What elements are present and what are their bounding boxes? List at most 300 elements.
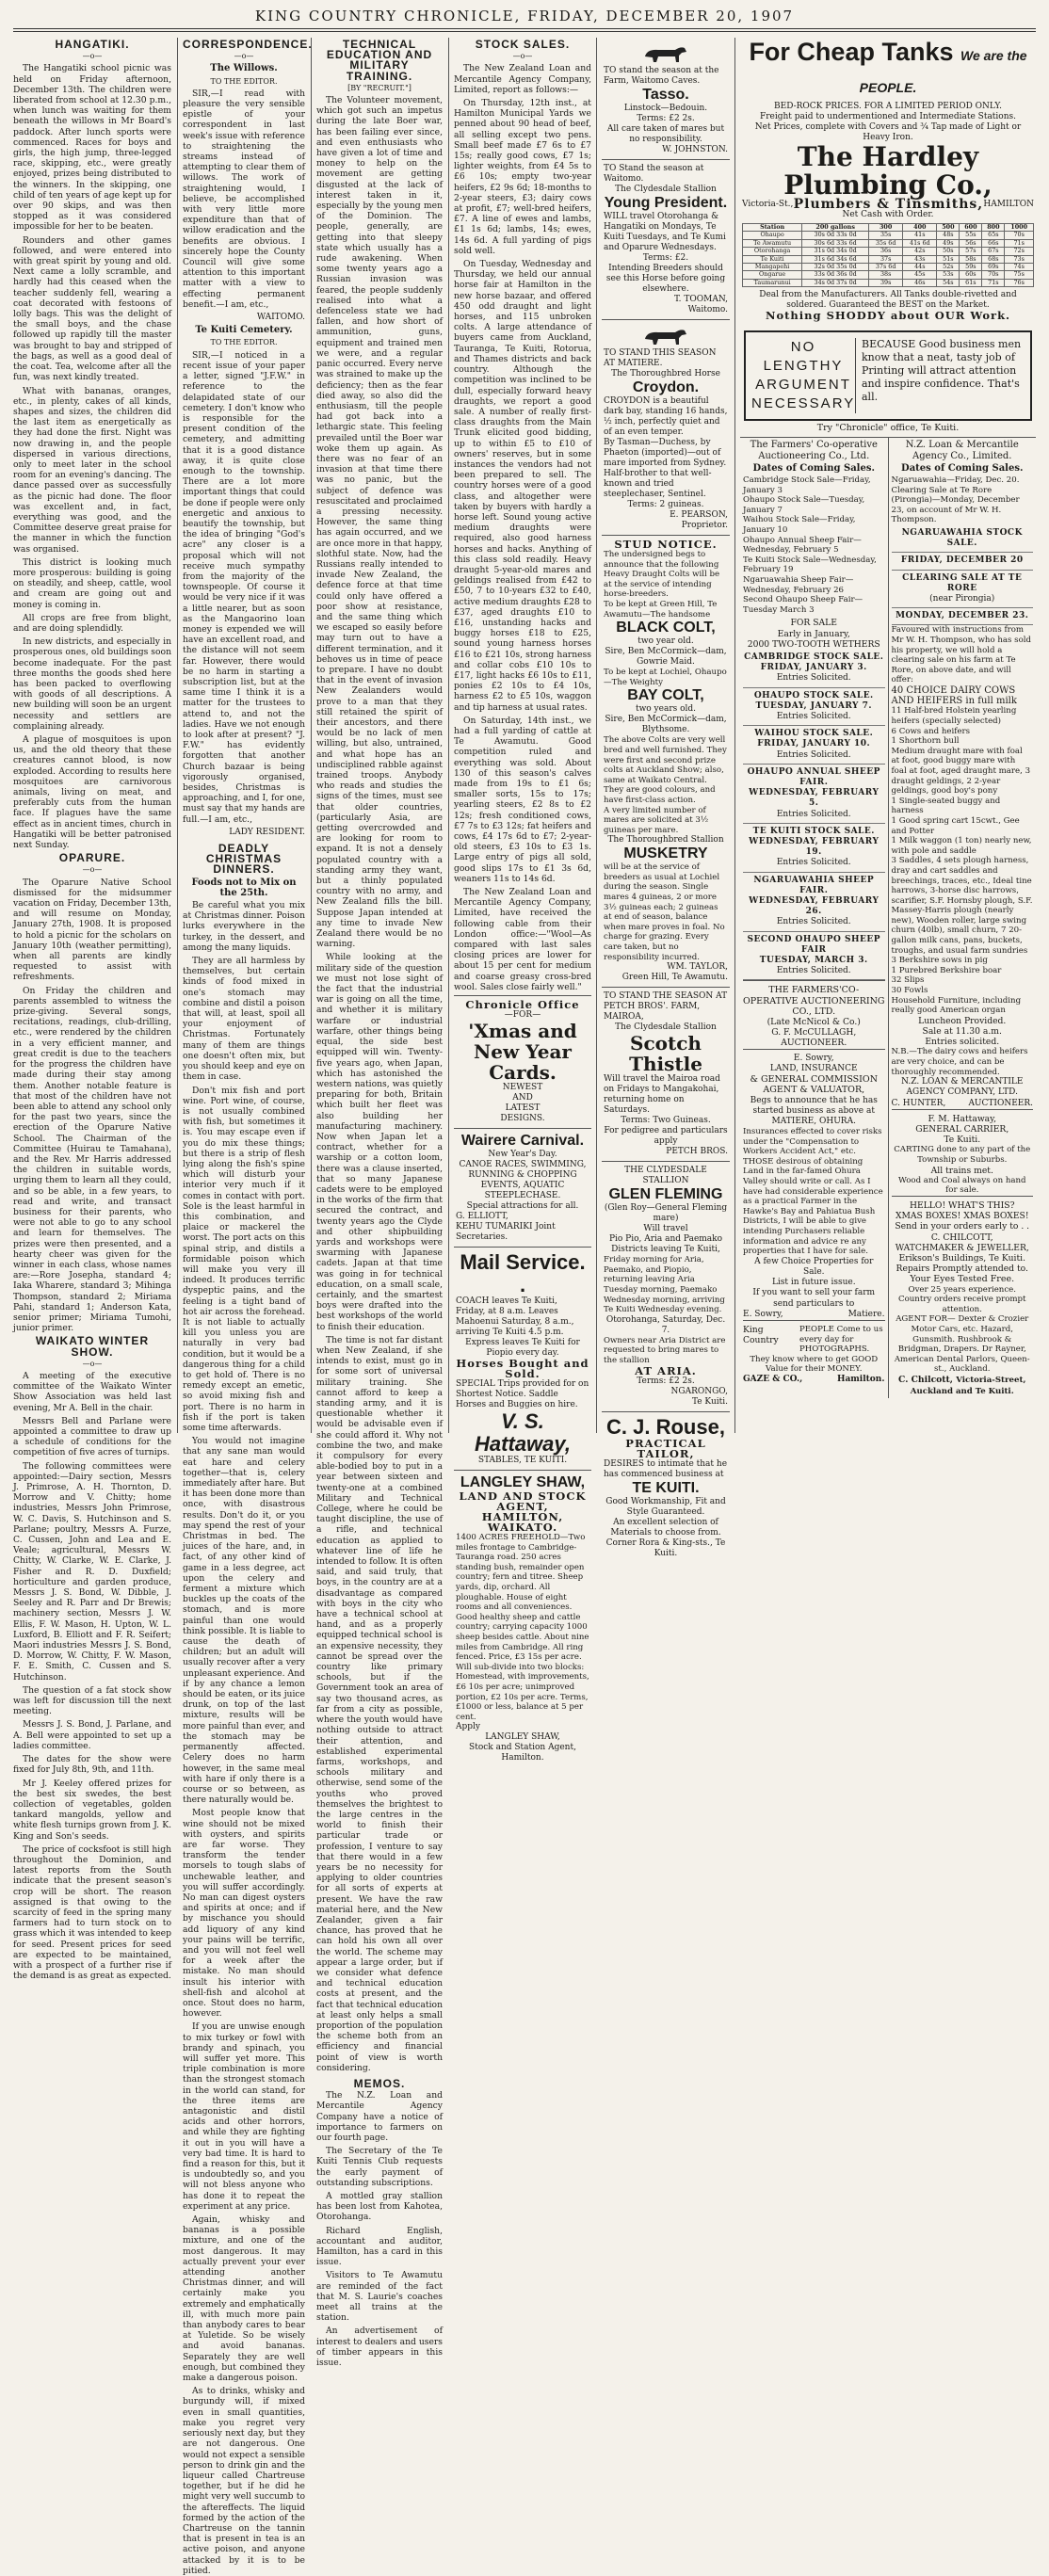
ad-text: Terms: 2 guineas.	[627, 500, 704, 509]
table-cell: Mangapehi	[743, 264, 802, 271]
table-cell: 38s	[869, 271, 903, 279]
letter-signature: LADY RESIDENT.	[229, 827, 305, 837]
ad-text: TO STAND THE SEASON AT PETCH BROS'. FARM, MAIROA,	[604, 991, 728, 1022]
table-header-cell: 300	[869, 224, 903, 232]
column-1	[13, 38, 171, 1982]
table-header-cell: 500	[937, 224, 960, 232]
ad-croydon	[602, 319, 730, 535]
ad-sign: PETCH BROS.	[666, 1147, 728, 1157]
ad-text: A few Choice Properties for Sale.	[754, 1256, 874, 1278]
sale-entry	[743, 650, 885, 688]
sale-date: WEDNESDAY, FEBRUARY 5.	[749, 788, 880, 809]
sale-date: FRIDAY, JANUARY 10.	[757, 739, 871, 749]
article-paragraph: On Tuesday, Wednesday and Thursday, we held our annual horse fair at Hamilton in the new horse bazaar, and offered 450 odd draught and light horses, and 115 unbroken colts. A large attendance of buyers came from Auckland, Tauranga, Te Kuiti, Rotorua, and Thames districts and back country. Although the competition was inclined to be dull, especially forward heavy draughts, we report a good sale. A number of really first-class draughts from the Main Trunk elicited good bidding, up to within £5 to £10 of owners' reserves, but in some instances the vendors had not been prepared to sell. The country horses were of a good class, and altogether were taken by buyers with hardly a horse left. Sound young active medium draughts were required, also good harness horses and hacks. Anything of this class sold readily. Heavy draught 5-year-old mares and geldings realised from £42 to £50, 7 to 10-years £32 to £40, active medium draughts £28 to £37, aged draughts £10 to £16, unstanding hacks and buggy horses £18 to £25, sound young harness horses £16 to £21 10s, strong harness and collar cobs £10 10s to £17, light hacks £6 10s to £11, ponies £2 10s to £4 10s, harness £2 to £5 10s, waggon and tip harness at usual rates.	[454, 259, 591, 713]
sale-note: Entries Solicited.	[776, 749, 851, 760]
lot-item: 1 Purebred Berkshire boar	[891, 965, 1002, 975]
article-paragraph: A meeting of the executive committee of the Waikato Winter Show Association was held last evening, Mr A. Bell in the chair.	[13, 1370, 171, 1413]
article-paragraph: In new districts, and especially in prosperous ones, old buildings soon become inadequate. For the past three months the goods shed here has been packed to overflowing with goods of all descriptions. A new building will soon be an urgent necessity and settlers are complaining already.	[13, 636, 171, 732]
ad-text: Pio Pio, Aria and Paemako Districts leaving Te Kuiti,	[608, 1234, 723, 1255]
table-cell: Taumarunui	[743, 279, 802, 286]
nz-loan-panel	[889, 438, 1037, 1398]
table-cell: 30s 0d 33s 0d	[802, 232, 869, 239]
ad-text: To be kept at Lochiel, Ohaupo—The Weighty	[604, 668, 727, 687]
ad-name: LANGLEY SHAW,	[460, 1474, 586, 1491]
ad-text: N.Z. LOAN & MERCANTILE AGENCY COMPANY, LTD.	[901, 1077, 1024, 1098]
article-paragraph: The New Zealand Loan and Mercantile Agency Company, Limited, report as follows:—	[454, 63, 591, 95]
horse-icon	[637, 326, 694, 346]
article-paragraph: The New Zealand Loan and Mercantile Agency Company, Limited, have received the following cable from their London office:—"Wool—As compared with last sales closing prices are lower for about 15 per cent for medium and coarse greasy cross-bred wool. Sales close fairly well."	[454, 887, 591, 992]
ad-text: 2000 TWO-TOOTH WETHERS	[747, 638, 880, 650]
sale-date-item: Ngaruawahia Sheep Fair—Wednesday, February 26	[743, 575, 854, 595]
ad-text: All care taken of mares but no responsibility.	[606, 124, 725, 144]
ad-text: Will travel	[643, 1224, 688, 1234]
table-cell: 44s	[903, 264, 937, 271]
table-cell: Ohaupo	[743, 232, 802, 239]
ad-sign: Waitomo.	[687, 305, 728, 314]
letter-to: TO THE EDITOR.	[210, 338, 278, 347]
article-paragraph: The question of a fat stock show was left for discussion till the next meeting.	[13, 1684, 171, 1717]
lot-item: 1 Milk waggon (1 ton) nearly new, with pole and saddle	[891, 836, 1032, 856]
table-cell: 57s	[960, 248, 982, 255]
lot-item: 1 Shorthorn bull	[891, 736, 960, 747]
ad-headline: Mail Service. .	[460, 1250, 586, 1297]
section-title: HANGATIKI.	[55, 38, 130, 51]
article-paragraph: The dates for the show were fixed for July 8th, 9th, and 11th.	[13, 1754, 171, 1776]
ad-text: TO stand the season at the Farm, Waitomo Caves.	[604, 66, 719, 86]
table-cell: 30s 6d 33s 6d	[802, 239, 869, 247]
ad-text: Owners near Aria District are requested to bring mares to the stallion	[604, 1335, 726, 1365]
table-cell: 35s 6d	[869, 239, 903, 247]
section-title: OPARURE.	[58, 851, 126, 865]
sale-title: CAMBRIDGE STOCK SALE.	[744, 652, 884, 662]
ad-text: Your Eyes Tested Free.	[910, 1274, 1015, 1285]
ad-text: Linstock—Bedouin.	[623, 104, 708, 113]
ad-text: Intending Breeders should see this Horse before going elsewhere.	[605, 264, 726, 294]
ad-text: Net Cash with Order.	[842, 210, 934, 219]
letter-title: Te Kuiti Cemetery.	[195, 325, 293, 336]
table-cell: 71s	[1005, 239, 1034, 247]
article-paragraph: The price of cocksfoot is still high throughout the Dominion, and latest reports from the South indicate that the present season's crop will be short. The reason assigned is that owing to the scarcity of feed in the spring many farmers had to turn stock on to grass which it was intended to keep for seed. Present prices for seed are expected to be maintained, with a prospect of a further rise if the demand is as great as expected.	[13, 1843, 171, 1982]
ad-text: Freight paid to undermentioned and Intermediate Stations.	[760, 112, 1016, 121]
sale-note: Entries Solicited.	[776, 673, 851, 684]
ad-text: Friday morning for Aria, Paemako, and Piopio, returning leaving Aria Tuesday morning, Paemako Wednesday morning, arriving Te Kuiti Wednesday evening.	[604, 1255, 725, 1315]
ad-name: C. CHILCOTT,	[930, 1232, 993, 1243]
table-cell: 55s	[960, 232, 982, 239]
article-paragraph: All crops are free from blight, and are doing splendidly.	[13, 612, 171, 634]
sale-title: OHAUPO STOCK SALE.	[753, 690, 874, 700]
article-paragraph: Again, whisky and bananas is a possible mixture, and one of the most dangerous. It may actually prevent your ever attending another Christmas dinner, and will certainly make you extremely and emphatically ill, with much more pain than anybody cares to bear at Yuletide. So be wisely and avoid bananas. Separately they are well enough, but combined they make a dangerous poison.	[183, 2214, 305, 2384]
ornament: —o—	[512, 52, 533, 61]
ad-text: will be at the service of breeders as usual at Lochiel during the season. Single mares 4 guineas, 2 or more 3½ guineas each; 2 guineas at end of season, balance when mare proves in foal. No charge for grazing. Every care taken, but no responsibility incurred.	[604, 862, 725, 962]
ad-stud-notice	[602, 535, 730, 987]
ad-sign: Green Hill, Te Awamutu.	[621, 973, 728, 983]
table-cell: Te Kuiti	[743, 255, 802, 263]
ad-rouse	[602, 1411, 730, 1563]
article-paragraph: The following committees were appointed:—Dairy section, Messrs J. Primrose, A. H. Thornton, D. Morrow and V. Chitty; home industries, Messrs John Primrose, W. C. Davis, S. Hutchinson and S. Parlane; poultry, Messrs A. Furze, C. Cussen, John and Lea and E. Veale; agricultural, Messrs W. Chitty, W. Clarke, W. E. Clarke, J. Fisher and R. D. Duxfield; horticulture and garden produce, Messrs J. S. Bond, W. Dibble, J. Seeley and R. Parr and Dr Brewis; machinery section, Messrs J. W. Ellis, F. W. Mason, H. Upton, W. L. Luxford, B. Elliott and F. R. Seifert; Maori industries Messrs J. S. Bond, D. Morrow, W. Chitty, F. W. Mason, F. E. Smith, C. Cussen and S. Hutchinson.	[13, 1460, 171, 1682]
ad-text: AT ARIA.	[635, 1363, 697, 1377]
ad-text: LATEST	[505, 1103, 541, 1114]
article-paragraph: A plague of mosquitoes is upon us, and the old theory that these creatures cannot blood, is now exploded. According to results here mosquitoes are carnivorous animals, living on meat, and preferably cuts from the human face. If plagues have the same effect as in ancient times, church in Hangatiki will be better patronised next Sunday.	[13, 734, 171, 851]
table-cell: 73s	[1005, 255, 1034, 263]
ad-text: Entries solicited.	[925, 1037, 1000, 1048]
sale-entry	[743, 726, 885, 765]
ornament: —o—	[82, 865, 103, 875]
column-2	[183, 38, 313, 2576]
lot-item: Household Furniture, including really good American organ	[891, 995, 1022, 1016]
table-cell: 52s	[937, 264, 960, 271]
ad-gaze	[743, 1320, 885, 1355]
article-paragraph: Most people know that wine should not be mixed with oysters, and spirits are far worse. They transform the tender morsels to tough slabs of unchewable leather, and you will suffer accordingly. No man can digest oysters and spirits at once; and if by mischance you should add liquory of any kind your pains will be terrific, and you will not feel well for a week after the mistake. No man should insult his interior with shell-fish and alcohol at once. Stout does no harm, however.	[183, 1808, 305, 2020]
price-table	[742, 223, 1034, 287]
ad-text: Special attractions for all.	[466, 1201, 579, 1212]
ad-text: NEWEST	[502, 1083, 543, 1093]
byline: [BY "RECRUIT."]	[347, 83, 412, 92]
ad-title: The Farmers' Co-operative Auctioneering Co., Ltd.	[750, 440, 878, 461]
ad-text: Over 25 years experience. Country orders receive prompt attention.	[898, 1284, 1026, 1314]
article-paragraph: The time is not far distant when New Zealand, if she intends to exist, must go in for some sort of universal military training. She cannot afford to keep a standing army, and it is questionable whether it would be advisable even if she could afford it. Why not combine the two, and make it compulsory for every able-bodied boy to put in a year between sixteen and twenty-one at a combined Military and Technical College, where he could be taught discipline, the use of a rifle, and technical education as applied to whatever line of life he intended to follow. It is often said, and said truly, that boys, in the country are at a disadvantage as compared with boys in the city who have a technical school at hand, and as a properly equipped technical school is an expensive necessity, they cannot be spread over the country like primary schools, but if the Government took an area of say two thousand acres, as far from a city as possible, where the youth would have nothing outside to attract their attention, and established experimental farms, workshops, and schools military and otherwise, send some of the youths who proved themselves the brightest to the large centres in the world to finish their particular trade or profession, I venture to say that there would in a few years be no necessity for applying to older countries for all sorts of experts at present. We have the raw material here, and the New Zealander, given a fair chance, has proved that he can hold his own all over the world. The scheme may appear a large order, but if we consider what defence and technical education costs at present, and the fact that technical education at least only helps a small proportion of the population the scheme both from an efficiency and financial point of view is worth considering.	[316, 1334, 443, 2073]
ad-text: AGENT FOR— Dexter & Crozier Motor Cars, etc. Hazard, Gunsmith. Rushbrook & Bridgman, Drapers. Dr Rayner, American Dental Parlors, Queen-st., Auckland.	[894, 1314, 1030, 1375]
ad-text: Plumbers & Tinsmiths,	[793, 197, 984, 212]
ad-text: AND	[512, 1093, 533, 1103]
ad-text: DESIRES to intimate that he has commenced business at	[604, 1458, 728, 1479]
ad-sign: Hamilton.	[836, 1375, 885, 1385]
ad-name: Croydon.	[632, 379, 700, 395]
column-divider	[448, 38, 449, 1433]
table-cell: 70s	[1005, 232, 1034, 239]
article-paragraph: A mottled gray stallion has been lost from Kahotea, Otorohanga.	[316, 2191, 443, 2223]
table-cell: 71s	[982, 279, 1005, 286]
article-paragraph: Rounders and other games followed, and were entered into with great spirit by young and old. Next came a lolly scramble, and hardly had this ceased when the teacher suddenly fell, wearing a coat decorated with festoons of lolly bags. This was the delight of the small boys, and the chase followed up rapidly till the master was brought to bay and stripped of the bags, as well as a good deal of the coat. Tea, welcome after all the fun, was next kindly treated.	[13, 234, 171, 383]
article-paragraph: The N.Z. Loan and Mercantile Agency Company have a notice of importance to farmers on our fourth page.	[316, 2090, 443, 2144]
ad-text: TO Stand the season at Waitomo.	[604, 164, 704, 184]
table-cell: 41s 6d	[903, 239, 937, 247]
sale-title: WAIHOU STOCK SALE.	[754, 729, 874, 739]
table-cell: 31s 6d 34s 6d	[802, 255, 869, 263]
horse-icon	[637, 43, 694, 64]
article-paragraph: The Oparure Native School dismissed for the midsummer vacation on Friday, December 13th, and will resume on Monday, January 27th, 1908. It is proposed to hold a picnic for the scholars on January 10th (weather permitting), when all parents are kindly requested to assist with refreshments.	[13, 877, 171, 983]
article-paragraph: As to drinks, whisky and burgundy will, if mixed even in small quantities, make you regret very seriously next day, but they are not dangerous. One would not expect a sensible person to drink gin and the liqueur called Chartreuse together, but if he did he might very well succumb to the aftereffects. The liquid formed by the action of the Chartreuse on the tannin that is present in tea is an active poison, and anyone attacked by it is to be pitied.	[183, 2386, 305, 2576]
article-paragraph: This district is looking much more prosperous: building is going on steadily, and sheep, cattle, wool and cream are going out and money is coming in.	[13, 556, 171, 610]
table-cell: 36s	[869, 248, 903, 255]
ad-headline: For Cheap Tanks	[749, 38, 954, 66]
ad-name: BLACK COLT,	[616, 620, 716, 636]
table-cell: 68s	[982, 255, 1005, 263]
table-cell: 35s	[869, 232, 903, 239]
ad-headline: HELLO! WHAT'S THIS?	[909, 1200, 1015, 1212]
ad-text: Net Prices, complete with Covers and ¾ Tap made of Light or Heavy Iron.	[754, 122, 1022, 142]
sale-title: TE KUITI STOCK SALE.	[752, 826, 875, 836]
ad-cheap-tanks	[740, 38, 1036, 325]
sale-date-item: Waihou Stock Sale—Friday, January 10	[743, 515, 856, 536]
section-title: MEMOS.	[353, 2077, 406, 2090]
ad-text: TE KUITI.	[632, 1479, 700, 1496]
table-cell: 72s	[1005, 248, 1034, 255]
ad-name: The Hardley Plumbing Co.,	[783, 141, 993, 201]
ad-text: CARTING done to any part of the Township or Suburbs.	[894, 1145, 1031, 1166]
ad-text: —FOR—	[504, 1010, 541, 1021]
ad-text: Terms: £2 2s.	[637, 1376, 695, 1386]
ad-text: Sire, Ben McCormick—dam, Blythsome.	[605, 715, 727, 735]
ad-sign: AUCTIONEER.	[968, 1098, 1033, 1108]
lot-item: 3 Saddles, 4 sets plough harness, dray and cart saddles and breechings, traces, etc., Ideal tine harrows, 3-horse disc harrows, scarifier, S.F. Hornsby plough, S.F. Massey-Harris plough (nearly new), Wooden roller, large swing churn (40lb), small churn, 7 20-gallon milk cans, pans, buckets, troughs, and usual farm sundries	[891, 856, 1033, 956]
ad-mail-service	[454, 1247, 591, 1470]
sale-date: WEDNESDAY, FEBRUARY 19.	[749, 837, 880, 858]
ad-langley-shaw	[454, 1470, 591, 1767]
table-cell: 45s	[903, 271, 937, 279]
ad-text: All trains met.	[930, 1165, 993, 1176]
ad-sign: AUCTIONEER.	[781, 1038, 847, 1049]
ad-sign: Matiere.	[847, 1309, 885, 1319]
ad-text: CROYDON is a beautiful dark bay, standing 16 hands, ½ inch, perfectly quiet and of an even temper.	[604, 396, 728, 437]
ad-name: E. Sowry,	[793, 1053, 834, 1063]
sale-note: Entries Solicited.	[776, 966, 851, 976]
ad-headline: King Country	[743, 1325, 779, 1346]
ad-text: HAMILTON, WAIKATO.	[481, 1510, 564, 1535]
table-cell: Te Awamutu	[743, 239, 802, 247]
ad-name: V. S. Hattaway,	[475, 1409, 571, 1457]
article-paragraph: Be careful what you mix at Christmas dinner. Poison lurks everywhere in the turkey, in the dessert, and among the many liquids.	[183, 900, 305, 953]
lot-item: 3 Berkshire sows in pig	[891, 956, 988, 966]
ad-scotch-thistle	[602, 987, 730, 1161]
ad-text: LAND AND STOCK AGENT,	[459, 1489, 587, 1514]
ad-title: N.Z. Loan & Mercantile Agency Co., Limited.	[905, 440, 1019, 461]
table-cell: 75s	[1005, 271, 1034, 279]
sale-date: WEDNESDAY, FEBRUARY 26.	[749, 896, 880, 917]
ad-text: THE CLYDESDALE STALLION	[624, 1166, 707, 1186]
ad-text: Try "Chronicle" office, Te Kuiti.	[816, 423, 960, 434]
letter-title: The Willows.	[210, 63, 278, 74]
article-paragraph: Messrs Bell and Parlane were appointed a committee to draw up a schedule of conditions for the competition of five acres of turnips.	[13, 1415, 171, 1458]
ad-text: 40 CHOICE DAIRY COWS AND HEIFERS in full milk	[891, 685, 1017, 707]
ad-name: C. J. Rouse,	[606, 1414, 725, 1439]
column-6	[740, 38, 1036, 1431]
article-paragraph: An advertisement of interest to dealers and users of timber appears in this issue.	[316, 2326, 443, 2369]
table-cell: 41s	[903, 232, 937, 239]
article-paragraph: What with bananas, oranges, etc., in plenty, cakes of all kinds, shapes and sizes, the children did the last item as energetically as they had done the first. Night was now drawing in, and the people dispersed in various directions, only to meet later in the school room for an evening's dancing. The dance passed over as successfully as the picnic had done. The floor was excellent and, in fact, everything was good, and the Committee deserve great praise for the manner in which the function was organised.	[13, 385, 171, 555]
ad-text: Repairs Promptly attended to.	[896, 1264, 1028, 1275]
ad-text: (Glen Roy—General Fleming mare)	[604, 1203, 728, 1224]
ad-text: To be kept at Green Hill, Te Awamutu—The handsome	[604, 599, 718, 620]
table-header-cell: Station	[743, 224, 802, 232]
sale-date: FRIDAY, JANUARY 3.	[760, 663, 867, 673]
sale-date: FRIDAY, DECEMBER 20	[900, 555, 1024, 566]
ad-text: Terms: £2 2s.	[637, 114, 695, 123]
ad-text: Luncheon Provided.	[918, 1015, 1007, 1026]
ad-sign: KEHU TUMARIKI	[456, 1222, 533, 1232]
ad-text: Terms: Two Guineas.	[621, 1116, 711, 1126]
ad-text: THOSE desirous of obtaining Land in the far-famed Ohura Valley should write or call. As I have had considerable experience as a practical Farmer in the Hawke's Bay and Pahiatua Bush Districts, I will be able to give intending Purchasers reliable information and advice re any properties that I have for sale.	[743, 1156, 883, 1257]
column-divider	[311, 38, 312, 1433]
ad-text: WILL travel Otorohanga & Hangatiki on Mondays, Te Kuiti Tuesdays, and Te Kumi and Oparure Wednesdays.	[604, 212, 726, 252]
ad-sign: NGARONGO,	[670, 1386, 728, 1396]
table-cell: 31s 0d 34s 0d	[802, 248, 869, 255]
ad-text: The Clydesdale Stallion	[615, 1022, 717, 1033]
table-cell: 37s	[869, 255, 903, 263]
article-paragraph: The Secretary of the Te Kuiti Tennis Club requests the early payment of outstanding subscriptions.	[316, 2146, 443, 2188]
column-3	[316, 38, 443, 2369]
ad-text: Sale at 11.30 a.m.	[922, 1026, 1002, 1038]
ornament: —o—	[234, 52, 254, 61]
ad-text: Sire, Ben McCormick—dam, Gowrie Maid.	[605, 647, 727, 668]
sale-entry	[743, 824, 885, 873]
ad-text: STABLES, TE KUITI.	[477, 1456, 568, 1466]
table-cell: 61s	[960, 279, 982, 286]
ad-text: Wood and Coal always on hand for sale.	[897, 1175, 1026, 1196]
ad-text: Begs to announce that he has started business as above at	[750, 1095, 878, 1116]
ad-headline: NO LENGTHY ARGUMENT NECESSARY	[751, 339, 856, 412]
article-paragraph: While looking at the military side of the question we must not lose sight of the fact that the industrial war is going on all the time, and whether it is military warfare or industrial warfare, other things being equal, the side best equipped will win. Twenty-five years ago, when Japan, which has astonished the western nations, was quietly preparing for both, Britain which built her fleet was also building her manufacturing machinery. Now when Japan let a contract, whether for a warship or a cotton loom, there was a clause inserted, that so many Japanese cadets were to be employed in the works of the firm that secured the contract, and twenty years ago the Clyde and other shipbuilding yards and workshops were swarming with Japanese cadets. Japan at that time was going in for technical education, on a small scale, certainly, and the smartest boys were drafted into the best workshops of the world to finish their education.	[316, 952, 443, 1332]
ad-sign: Hamilton.	[501, 1753, 544, 1763]
ad-text: Send in your orders early to . .	[895, 1221, 1030, 1232]
sale-title: OHAUPO ANNUAL SHEEP FAIR.	[747, 766, 880, 788]
letter-to: TO THE EDITOR.	[210, 76, 278, 86]
ad-name: Scotch Thistle	[629, 1032, 702, 1076]
ad-text: Terms: £2.	[642, 253, 689, 263]
sale-date: MONDAY, DECEMBER 23.	[896, 611, 1029, 621]
ad-chronicle-office	[454, 995, 591, 1128]
ad-text: (Late McNicol & Co.)	[767, 1017, 861, 1028]
article-paragraph: On Saturday, 14th inst., we had a full yarding of cattle at Te Awamutu. Good competition ruled and everything was sold. About 130 of this season's calves made from 19s to £1 6s; smaller sorts, 15s to 17s; yearling steers, £2 8s to £2 12s; fresh conditioned cows, £7 7s to £3 12s; fat heifers and cows, £4 17s 6d to £7; 2-year-old steers, £3 10s to £3 1s. Large entry of pigs all sold, good slips 17s to £1 3s 6d, weaners 11s to 14s 6d.	[454, 715, 591, 884]
article-paragraph: You would not imagine that any sane man would eat hare and celery together—that is, celery immediately after hare. But it has been done more than once, with disastrous results. Don't do it, or you may spend the rest of your Christmas in bed. The juices of the hare, and, in fact, of any other kind of game in a less degree, act upon the celery and ferment a mixture which buckles up the coats of the stomach, and is more painful than one would think possible. It is liable to cause the death of children; but an adult will usually recover after a very unpleasant experience. And if by any chance a lemon should be eaten, or its juice drunk, on top of the last mixture, results will be more painful than ever, and the stomach may be permanently affected. Celery does no harm however, in the same meal with hare if only there is a course or so between, as there naturally would be.	[183, 1436, 305, 1806]
ad-text: PEOPLE Come to us every day for PHOTOGRAPHS.	[799, 1325, 883, 1355]
sales-panels	[740, 437, 1036, 1398]
ad-name: BAY COLT,	[627, 687, 704, 704]
ad-text: Express leaves Te Kuiti for Piopio every day.	[465, 1338, 580, 1359]
ad-text: SPECIAL Trips provided for on Shortest Notice. Saddle Horses and Buggies on hire.	[456, 1379, 589, 1410]
article-paragraph: Visitors to Te Awamutu are reminded of the fact that M. S. Laurie's coaches meet all trains at the station.	[316, 2270, 443, 2324]
sale-entry	[743, 765, 885, 824]
ad-sign: Proprietor.	[681, 521, 728, 530]
letter-body: SIR,—I noticed in a recent issue of your paper a letter, signed "J.F.W." in reference to the delapidated state of our cemetery. I don't know who is responsible for the present condition of the cemetery, and admitting that it is a good distance away, it is quite close enough to the township. There are a lot more important things that could be done if people were only energetic and anxious to beautify the township, but the idea of bringing "God's acre" any closer is a proposal which will not receive much sympathy from the majority of the townspeople. Of course it would be very nice if it was a little nearer, but as soon as the Mangaorino loan money is expended we will have an excellent road, and the distance will not seem far. However, there would be no harm in starting a subscription list, but at the same time I think it is a matter for the trustees to attend to, and not the ladies. Have we not enough to look after at present? "J. F.W." has evidently forgotten that another Church bazaar is being vigorously organised, besides, Christmas is approaching, and I, for one, must say that my hands are full.—I am, etc.,	[183, 349, 305, 825]
ad-sign: Te Kuiti.	[691, 1396, 728, 1407]
article-paragraph: The Volunteer movement, which got such an impetus during the late Boer war, has been failing ever since, and even enthusiasts who have given a lot of time and money to help on the movement are getting disgusted at the lack of interest taken in it, especially by the young men of the Dominion. The people, generally, are getting into that sleepy state which usually has a rude awakening. When some twenty years ago a Russian invasion was feared, the people suddenly realised into what a defenceless state we had fallen, and how short of ammunition, guns, equipment and trained men we were, and a regular panic occurred. Every nerve was strained to make up the deficiency; then as the fear died away, so also did the enthusiasm, till the people had got back into a lethargic state. This feeling prevailed until the Boer war woke them up again. As there was no fear of an invasion at that time there was no panic, but the subject of defence was resuscitated and proclaimed a pressing necessity. However, the same thing has again occurred, and we are once more in that happy, slothful state. Now, had the Russians really intended to invade New Zealand, the defence force at that time could only have offered a poor show at resistance, and the same thing which we escaped so easily before may turn out to have a different termination, and it behoves us in time of peace to prepare. I have no doubt that in the event of invasion New Zealanders would prove to a man that they still retained the spirit of their ancestors, and there would be no lack of men willing, but also, untrained, and what hope has an undisciplined rabble against trained troops. Anybody who reads and studies the signs of the times, must see that older countries, (particularly Asia, are getting overcrowded and are looking for room to expand. It is not a densely populated country with a standing army they want, but a thinly populated country with no army, and New Zealand fills the bill. Suppose Japan intended at any time to invade New Zealand there would be no warning.	[316, 95, 443, 950]
ad-name: Young President.	[604, 195, 728, 211]
ad-text: Te Kuiti.	[989, 1253, 1025, 1264]
ad-text: DESIGNS.	[500, 1114, 545, 1124]
ad-sign: LANGLEY SHAW,	[485, 1732, 560, 1743]
sale-entry	[743, 932, 885, 981]
masthead-rule-2	[13, 31, 1036, 32]
table-cell: 42s	[903, 248, 937, 255]
ad-sowry	[743, 1049, 885, 1320]
sale-note: Entries Solicited.	[776, 917, 851, 927]
ad-title: THE FARMERS'CO-OPERATIVE AUCTIONEERING CO., LTD.	[743, 985, 885, 1017]
ad-text: OHURA.	[818, 1116, 856, 1126]
table-cell: 33s 0d 36s 0d	[802, 271, 869, 279]
column-divider	[177, 38, 178, 1433]
farmers-coop-panel	[740, 438, 889, 1398]
masthead: KING COUNTRY CHRONICLE, FRIDAY, DECEMBER 20, 1907	[254, 8, 795, 24]
ad-text: LAND, INSURANCE	[769, 1063, 858, 1073]
ad-tagline: We are the PEOPLE.	[859, 48, 1027, 95]
table-header-cell: 800	[982, 224, 1005, 232]
table-header-cell: 400	[903, 224, 937, 232]
article-paragraph: If you are unwise enough to mix turkey or fowl with brandy and spinach, you will suffer yet more. This triple combination is more than the strongest stomach in the world can stand, for the three items are antagonistic and distil acids and other horrors, and while they are fighting it out in you will have a very bad time. It is hard to find a reason for this, but it is undoubtedly so, and you will not bless anyone who has done it to repeat the experiment at any price.	[183, 2021, 305, 2212]
ad-sign: Stock and Station Agent,	[469, 1743, 576, 1753]
ad-text: Apply	[456, 1722, 480, 1732]
lot-item: 1 Single-seated buggy and harness	[891, 796, 1001, 816]
column-5	[602, 38, 730, 1558]
ad-text: Good Workmanship, Fit and Style Guaranteed.	[605, 1496, 726, 1517]
ad-text: By Tasman—Duchess, by Phaeton (imported)—out of mare imported from Sydney. Half-brother to that well-known and tried steeplechaser, Sentinel.	[604, 438, 727, 499]
ad-text: List in future issue.	[771, 1278, 856, 1288]
column-4	[454, 38, 591, 1763]
ad-name: F. M. Hattaway,	[928, 1113, 997, 1124]
lot-item: 1 Good spring cart 15cwt., Gee and Potter	[891, 815, 1020, 836]
ad-headline: 'Xmas and New Year Cards.	[468, 1020, 577, 1085]
table-cell: 50s	[937, 248, 960, 255]
sale-note: Entries Solicited.	[776, 712, 851, 721]
ad-sign: E. PEARSON,	[670, 510, 728, 520]
table-header-cell: 1000	[1005, 224, 1034, 232]
column-divider	[734, 38, 735, 1433]
table-cell: 51s	[937, 255, 960, 263]
ad-sign: C. HUNTER,	[891, 1098, 946, 1108]
ad-text: Corner Rora & King-sts., Te Kuiti.	[605, 1538, 726, 1558]
ad-sign: G. ELLIOTT,	[456, 1212, 508, 1222]
ad-sign: GAZE & CO.,	[743, 1375, 803, 1385]
table-cell: 48s	[937, 232, 960, 239]
sale-place: (near Pirongia)	[929, 594, 995, 604]
ad-text: If you want to sell your farm send particulars to	[752, 1288, 876, 1309]
ad-sign: E. Sowry,	[743, 1309, 783, 1319]
ad-text: The above Colts are very well bred and well furnished. They were first and second prize colts at Auckland Show; also, same at Waikato Central. They are good colours, and have first-class action.	[604, 735, 727, 805]
table-header-cell: 600	[960, 224, 982, 232]
ad-text: BECAUSE Good business men know that a neat, tasty job of Printing will attract attention and inspire confidence. That's all.	[862, 338, 1022, 404]
article-paragraph: Don't mix fish and port wine. Port wine, of course, is not usually combined with fish, but sometimes it is. You may escape even if you do mix these things; but there is a strip of flesh lying along the fish's spine which will disturb your interior very much if it comes in contact with port. Sole is the least harmful in this combination, and plaice or mackerel the worst. The port acts on this spinal strip, and distils a formidable poison which will make you very ill indeed. It produces terrific dyspeptic pains, and the feeling is a tight band of hot air across the forehead. It is not liable to actually kill you unless you are naturally in very bad condition, but it would be a dangerous thing for a child to get hold of. There is no remedy except an emetic, so avoid mixing fish and port. There is no harm in fish if the port is taken some time afterwards.	[183, 1085, 305, 1433]
section-title: CORRESPONDENCE.	[183, 38, 313, 51]
table-cell: 74s	[1005, 264, 1034, 271]
ad-text: XMAS BOXES! XMAS BOXES!	[895, 1211, 1029, 1222]
sale-date: TUESDAY, JANUARY 7.	[755, 700, 872, 711]
ad-name: Tasso.	[642, 87, 689, 103]
ad-text: The Clydesdale Stallion	[615, 185, 717, 194]
sale-entry	[743, 688, 885, 727]
table-cell: 54s	[937, 279, 960, 286]
letter-signature: WAITOMO.	[256, 313, 305, 323]
ad-title: STUD NOTICE.	[614, 538, 718, 551]
sale-title: NGARUAWAHIA SHEEP FAIR.	[753, 875, 875, 895]
ad-young-president	[602, 159, 730, 319]
ad-text: N.B.—The dairy cows and heifers are very choice, and can be thoroughly recommended.	[891, 1047, 1028, 1077]
table-cell: 66s	[982, 239, 1005, 247]
ad-sign: G. F. McCULLAGH,	[771, 1027, 857, 1038]
lot-item: 11 Half-bred Holstein yearling heifers (specially selected)	[891, 706, 1017, 727]
sale-title: CLEARING SALE AT TE RORE	[902, 572, 1023, 593]
ad-text: CANOE RACES, SWIMMING, RUNNING & CHOPPING EVENTS, AQUATIC STEEPLECHASE.	[459, 1160, 587, 1201]
table-cell: 67s	[982, 248, 1005, 255]
article-paragraph: Messrs J. S. Bond, J. Parlane, and A. Bell were appointed to set up a ladies committee.	[13, 1719, 171, 1751]
ad-text: two year old.	[637, 636, 694, 647]
ad-hattaway	[892, 1109, 1034, 1196]
table-cell: 37s 6d	[869, 264, 903, 271]
table-cell: 56s	[960, 239, 982, 247]
lot-item: 6 Cows and heifers	[891, 726, 970, 736]
ad-subhead: Horses Bought and Sold.	[456, 1357, 589, 1381]
ad-text: WATCHMAKER & JEWELLER,	[895, 1242, 1029, 1253]
table-cell: Ongarue	[743, 271, 802, 279]
ad-text: Ngaruawahia—Friday, Dec. 20. Clearing Sale at Te Rore (Pirongia)—Monday, December 23, on account of Mr W. H. Thompson.	[891, 475, 1020, 525]
table-cell: 43s	[903, 255, 937, 263]
ad-text: PRACTICAL TAILOR,	[625, 1436, 706, 1460]
ad-text: Victoria-St.,	[742, 200, 794, 209]
ad-sign: W. JOHNSTON.	[662, 145, 728, 154]
ad-subhead: Dates of Coming Sales.	[901, 462, 1024, 474]
ad-text: Favoured with instructions from Mr W. H. Thompson, who has sold his property, we will hold a clearing sale on his farm at Te Rore, on above date, and will offer:	[891, 625, 1031, 685]
ad-text: HAMILTON	[983, 200, 1034, 209]
sale-note: Entries Solicited.	[776, 809, 851, 819]
ad-text: Insurances effected to cover risks under the "Compensation to Workers Accident Act," etc.	[743, 1127, 882, 1157]
